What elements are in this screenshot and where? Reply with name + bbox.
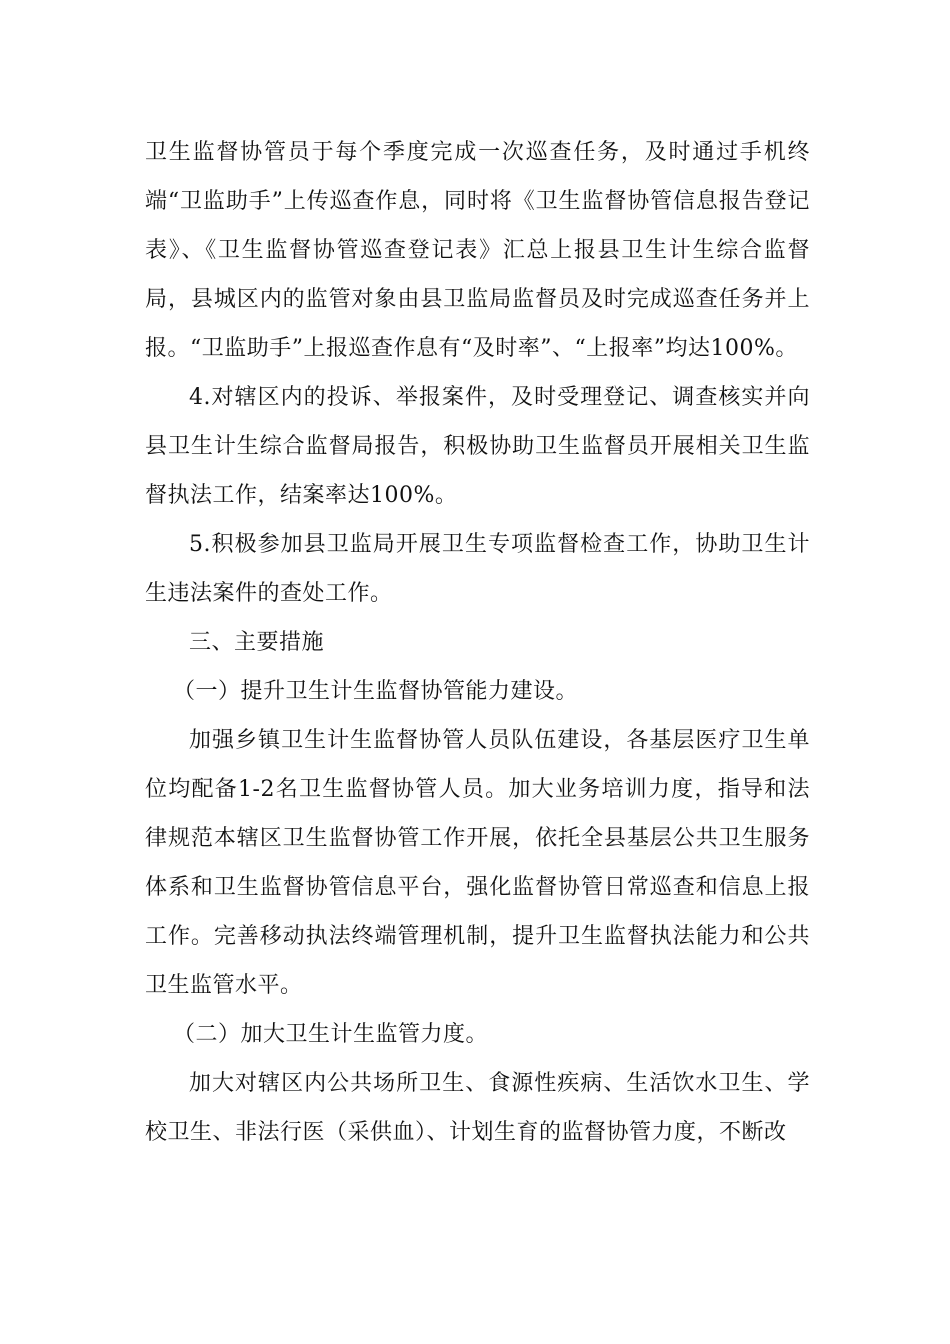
paragraph-supervision-strength: 加大对辖区内公共场所卫生、食源性疾病、生活饮水卫生、学校卫生、非法行医（采供血）、计划生育的监督协管力度，不断改: [145, 1071, 810, 1145]
section-heading-main-measures: 三、主要措施: [189, 630, 325, 655]
subsection-heading-supervision-strength: （二）加大卫生计生监管力度。: [173, 1022, 489, 1047]
document-body: [145, 128, 810, 1157]
subsection-heading-capacity-building: （一）提升卫生计生监督协管能力建设。: [173, 679, 579, 704]
paragraph-item-4-complaints: 4.对辖区内的投诉、举报案件，及时受理登记、调查核实并向县卫生计生综合监督局报告，积极协助卫生监督员开展相关卫生监督执法工作，结案率达100%。: [145, 385, 810, 508]
paragraph-capacity-building: 加强乡镇卫生计生监督协管人员队伍建设，各基层医疗卫生单位均配备1-2名卫生监督协管人员。加大业务培训力度，指导和法律规范本辖区卫生监督协管工作开展，依托全县基层公共卫生服务体系和卫生监督协管信息平台，强化监督协管日常巡查和信息上报工作。完善移动执法终端管理机制，提升卫生监督执法能力和公共卫生监管水平。: [145, 728, 810, 998]
paragraph-item-5-special-inspection: 5.积极参加县卫监局开展卫生专项监督检查工作，协助卫生计生违法案件的查处工作。: [145, 532, 810, 606]
paragraph-inspection-report: 卫生监督协管员于每个季度完成一次巡查任务，及时通过手机终端“卫监助手”上传巡查作息，同时将《卫生监督协管信息报告登记表》、《卫生监督协管巡查登记表》汇总上报县卫生计生综合监督局，县城区内的监管对象由县卫监局监督员及时完成巡查任务并上报。“卫监助手”上报巡查作息有“及时率”、“上报率”均达100%。: [145, 140, 810, 361]
